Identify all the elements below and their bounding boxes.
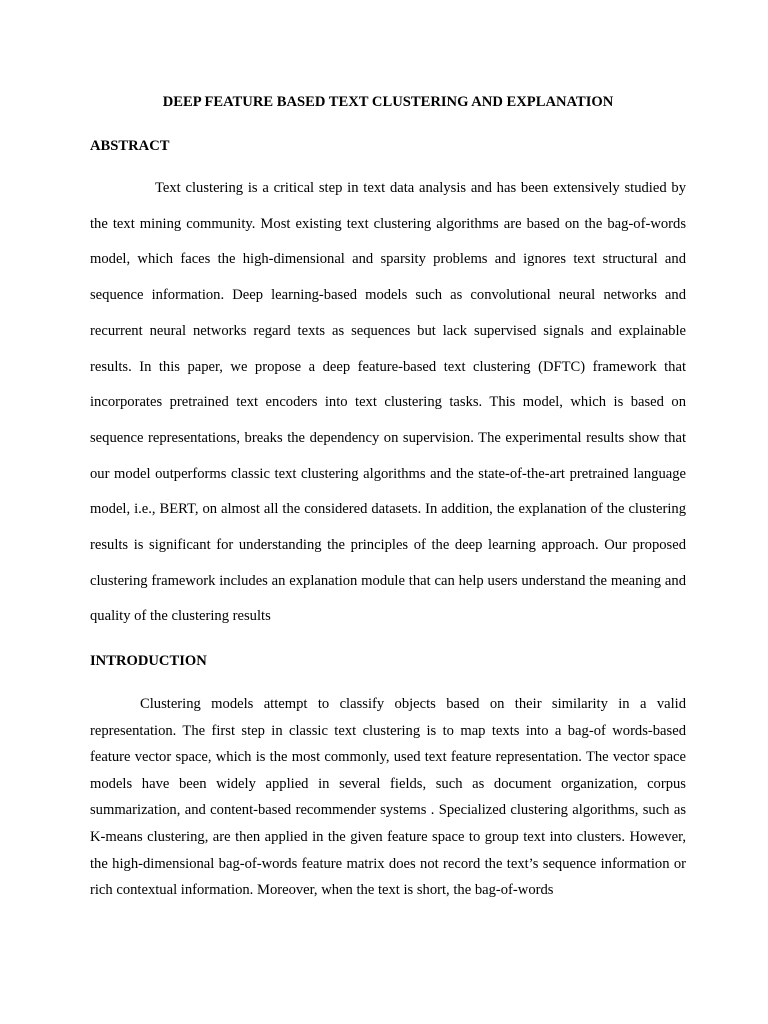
paper-title: DEEP FEATURE BASED TEXT CLUSTERING AND EXPLANATION (162, 94, 614, 110)
abstract-paragraph: Text clustering is a critical step in text data analysis and has been extensively studied by the text mining community. Most existing text clustering algorithms are based on the bag-of-words model, which faces the high-dimensional and sparsity problems and ignores text structural and sequence information. Deep learning-based models such as convolutional neural networks and recurrent neural networks regard texts as sequences but lack supervised signals and explainable results. In this paper, we propose a deep feature-based text clustering (DFTC) framework that incorporates pretrained text encoders into text clustering tasks. This model, which is based on sequence representations, breaks the dependency on supervision. The experimental results show that our model outperforms classic text clustering algorithms and the state-of-the-art pretrained language model, i.e., BERT, on almost all the considered datasets. In addition, the explanation of the clustering results is significant for understanding the principles of the deep learning approach. Our proposed clustering framework includes an explanation module that can help users understand the meaning and quality of the clustering results (90, 180, 686, 625)
introduction-heading: INTRODUCTION (90, 653, 207, 669)
introduction-paragraph: Clustering models attempt to classify objects based on their similarity in a valid representation. The first step in classic text clustering is to map texts into a bag-of words-based feature vector space, which is the most commonly, used text feature representation. The vector space models have been widely applied in several fields, such as document organization, corpus summarization, and content-based recommender systems . Specialized clustering algorithms, such as K-means clustering, are then applied in the given feature space to group text into clusters. However, the high-dimensional bag-of-words feature matrix does not record the text’s sequence information or rich contextual information. Moreover, when the text is short, the bag-of-words (90, 696, 686, 899)
abstract-heading: ABSTRACT (90, 138, 170, 154)
